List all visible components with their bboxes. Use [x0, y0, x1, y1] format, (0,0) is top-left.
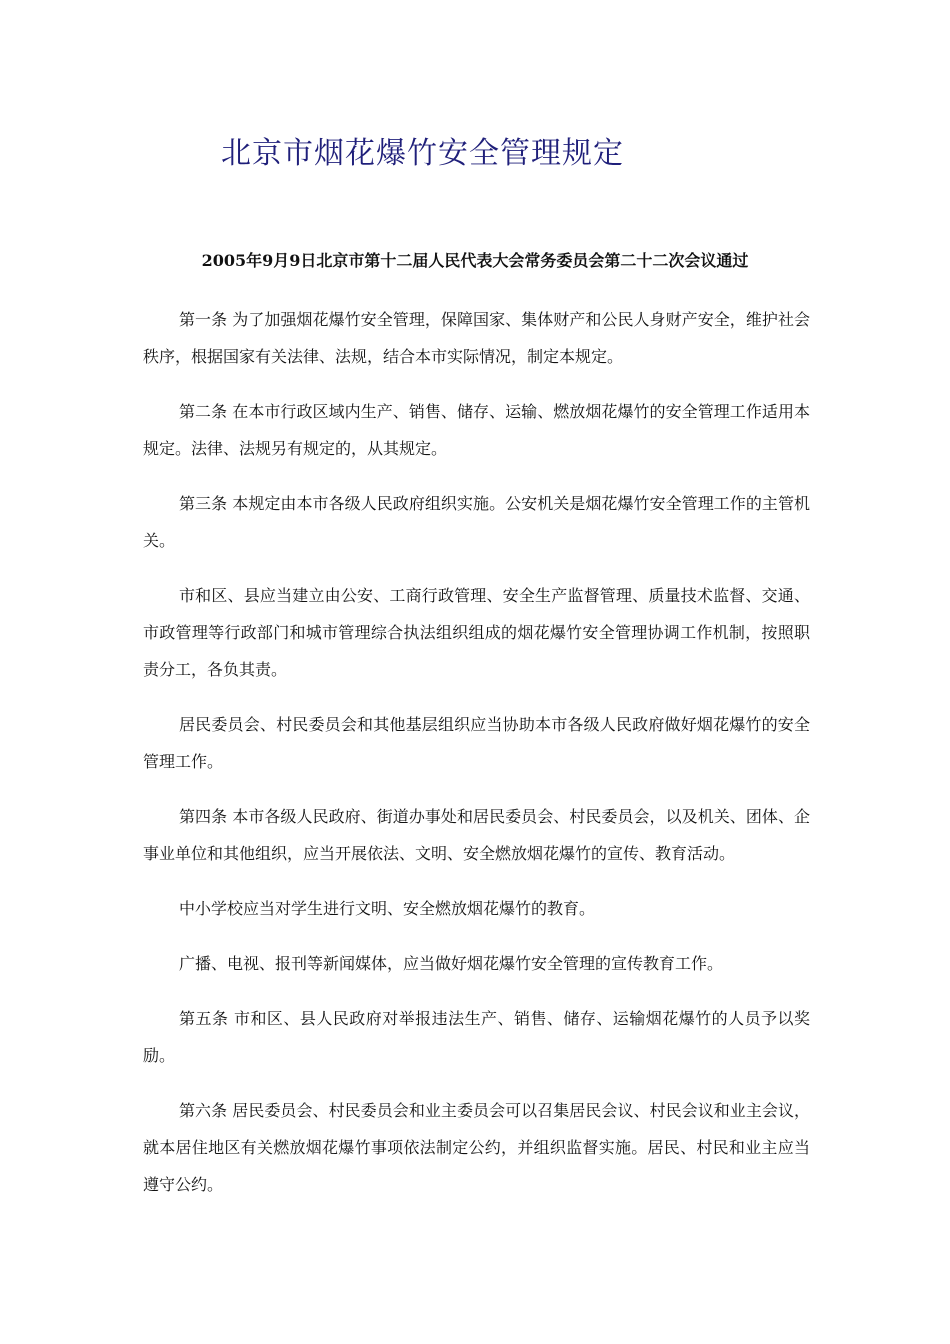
article-3-paragraph: 第三条 本规定由本市各级人民政府组织实施。公安机关是烟花爆竹安全管理工作的主管机关。	[143, 494, 810, 550]
article-3-clause-2: 市和区、县应当建立由公安、工商行政管理、安全生产监督管理、质量技术监督、交通、市政管理等行政部门和城市管理综合执法组织组成的烟花爆竹安全管理协调工作机制，按照职责分工，各负其责。	[143, 586, 810, 679]
document-body	[143, 301, 810, 1203]
adoption-note: 2005年9月9日北京市第十二届人民代表大会常务委员会第二十二次会议通过	[201, 251, 749, 270]
article-4-paragraph: 第四条 本市各级人民政府、街道办事处和居民委员会、村民委员会，以及机关、团体、企事业单位和其他组织，应当开展依法、文明、安全燃放烟花爆竹的宣传、教育活动。	[143, 807, 810, 863]
article-1-paragraph: 第一条 为了加强烟花爆竹安全管理，保障国家、集体财产和公民人身财产安全，维护社会秩序，根据国家有关法律、法规，结合本市实际情况，制定本规定。	[143, 310, 810, 366]
document-title: 北京市烟花爆竹安全管理规定	[221, 136, 624, 171]
article-4-clause-2: 中小学校应当对学生进行文明、安全燃放烟花爆竹的教育。	[179, 899, 596, 918]
article-4-clause-3: 广播、电视、报刊等新闻媒体，应当做好烟花爆竹安全管理的宣传教育工作。	[179, 954, 724, 973]
article-2-paragraph: 第二条 在本市行政区域内生产、销售、储存、运输、燃放烟花爆竹的安全管理工作适用本规定。法律、法规另有规定的，从其规定。	[143, 402, 810, 458]
article-3-clause-3: 居民委员会、村民委员会和其他基层组织应当协助本市各级人民政府做好烟花爆竹的安全管理工作。	[143, 715, 810, 771]
article-5-paragraph: 第五条 市和区、县人民政府对举报违法生产、销售、储存、运输烟花爆竹的人员予以奖励。	[143, 1009, 810, 1065]
article-6-paragraph: 第六条 居民委员会、村民委员会和业主委员会可以召集居民会议、村民会议和业主会议，就本居住地区有关燃放烟花爆竹事项依法制定公约，并组织监督实施。居民、村民和业主应当遵守公约。	[143, 1101, 810, 1194]
